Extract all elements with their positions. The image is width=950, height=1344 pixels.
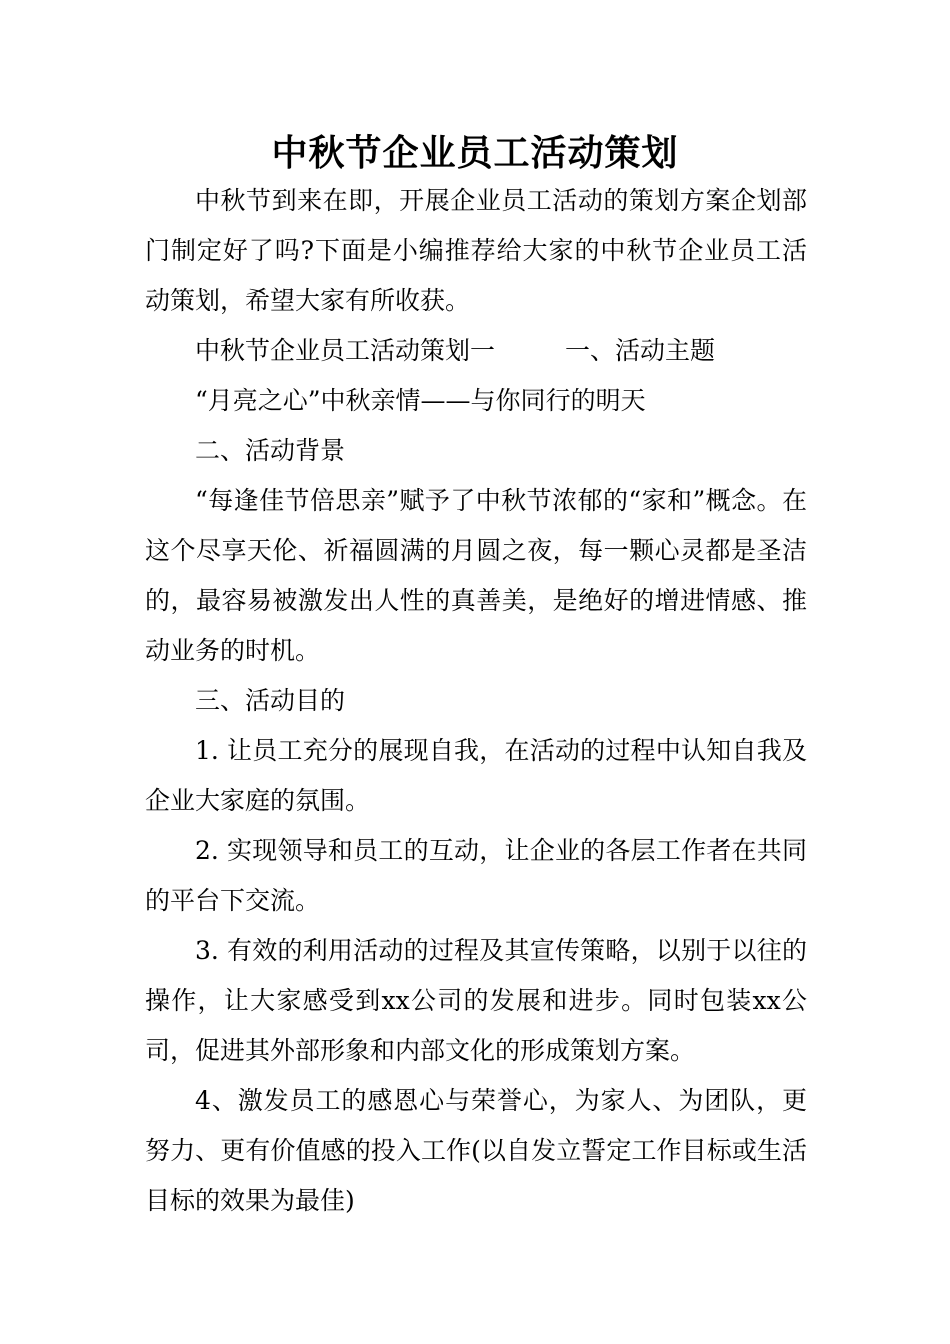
document-title: 中秋节企业员工活动策划 [271,132,679,174]
goal-item-1: 1. 让员工充分的展现自我，在活动的过程中认知自我及企业大家庭的氛围。 [145,736,807,815]
section1-heading: 中秋节企业员工活动策划一 [195,336,496,365]
goal-item-2: 2. 实现领导和员工的互动，让企业的各层工作者在共同的平台下交流。 [145,836,807,915]
section-heading-line [145,326,807,376]
goal-item-3: 3. 有效的利用活动的过程及其宣传策略，以别于以往的操作，让大家感受到xx公司的发展和进步。同时包装xx公司，促进其外部形象和内部文化的形成策划方案。 [145,936,807,1065]
goals-heading: 三、活动目的 [195,686,346,715]
background-paragraph: “每逢佳节倍思亲”赋予了中秋节浓郁的“家和”概念。在这个尽享天伦、祈福圆满的月圆之夜，每一颗心灵都是圣洁的，最容易被激发出人性的真善美，是绝好的增进情感、推动业务的时机。 [145,486,807,665]
theme-text: “月亮之心”中秋亲情——与你同行的明天 [195,386,646,415]
intro-paragraph: 中秋节到来在即，开展企业员工活动的策划方案企划部门制定好了吗?下面是小编推荐给大家的中秋节企业员工活动策划，希望大家有所收获。 [145,186,807,315]
document-body [145,176,807,1226]
background-heading: 二、活动背景 [195,436,346,465]
goal-item-4: 4、激发员工的感恩心与荣誉心，为家人、为团队，更努力、更有价值感的投入工作(以自发立誓定工作目标或生活目标的效果为最佳) [145,1086,807,1215]
theme-heading: 一、活动主题 [565,336,716,365]
